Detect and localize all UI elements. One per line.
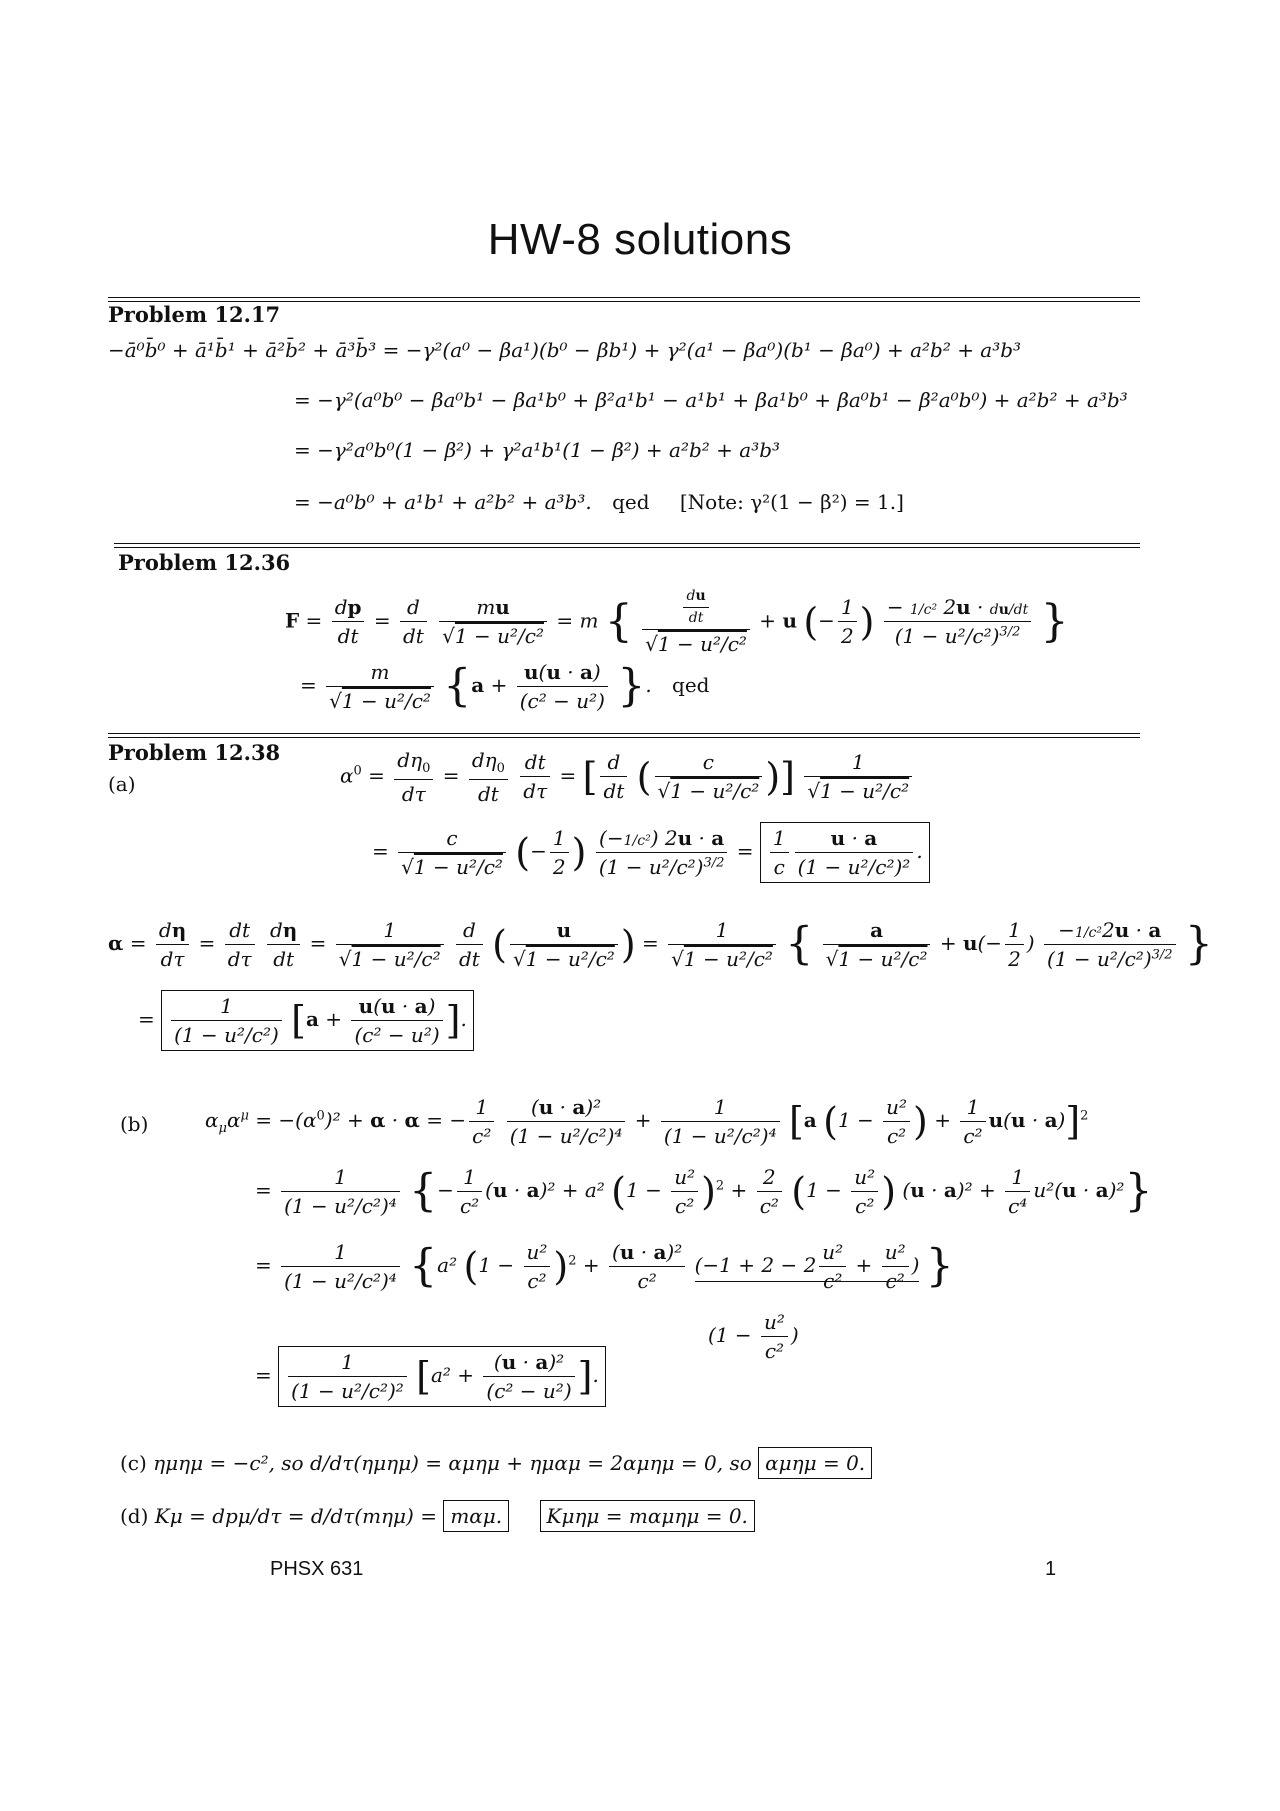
equation-b-line1: $\alpha_\mu\alpha^\mu = -(\alpha^0)^2 + \alpha \cdot \alpha$ = − $\frac{1}{\text{c²}}$ $\frac{\text{(u · a)²}}{\text{(1 − u²/c²)⁴}}$ + $\frac{1}{\text{(1 − u²/c²)⁴}}$ [a (1 − $\frac{\text{u²}}{\text{c²}}$ ) + $\frac{1}{\text{c²}}$ u(u · a)]$^2$ [205,1095,1089,1148]
part-c-text: ημημ = −c², so d/dτ(ημημ) = αμημ + ημαμ = 2αμημ = 0, so [153,1451,752,1475]
part-label-b: (b) [120,1112,149,1136]
boxed-result-d1: mαμ. [443,1500,509,1532]
equation-b-line4: = $\frac{1}{\text{(1 − u²/c²)²}}$ [a² + $\frac{\text{(u · a)²}}{\text{(c² − u²)}}$ ]. [255,1346,606,1407]
problem-heading-12-36: Problem 12.36 [118,550,291,575]
boxed-result-alpha0: $\frac{1}{c}$ $\frac{u \cdot a}{\text{(1 − u²/c²)²}}$ . [760,822,930,883]
section-rule [108,733,1140,738]
equation-12-17-line4-text: = −a⁰b⁰ + a¹b¹ + a²b² + a³b³. [294,490,592,514]
part-label-d: (d) [120,1504,149,1528]
part-label-c: (c) [120,1451,147,1475]
equation-12-36-line1: F = $\frac{dp}{dt}$ = $\frac{d}{dt}$ $\frac{mu}{\text{√1 − u²/c²}}$ = m { $\frac{\frac{du}{dt}}{\text{√1 − u²/c²}}$ + u (− $\frac{1}{2}$ ) $\frac{\text{− 1/c² 2u · du/dt}}{(1 - u^2/c^2)^{3/2}}$ } [285,588,1069,656]
equation-12-36-line2: = $\frac{m}{\text{√1 − u²/c²}}$ {a + $\frac{u(u \cdot a)}{\text{(c² − u²)}}$ }. qed [300,660,710,713]
boxed-result-b: $\frac{1}{\text{(1 − u²/c²)²}}$ [a² + $\frac{\text{(u · a)²}}{\text{(c² − u²)}}$ ]. [278,1346,606,1407]
equation-alpha-line1: α = $\frac{d\eta}{d\tau}$ = $\frac{dt}{d\tau}$ $\frac{d\eta}{dt}$ = $\frac{1}{\text{√1 − u²/c²}}$ $\frac{d}{dt}$ ( $\frac{u}{\text{√1 − u²/c²}}$ ) = $\frac{1}{\text{√1 − u²/c²}}$ { $\frac{a}{\text{√1 − u²/c²}}$ + u(− $\frac{1}{2}$ ) $\frac{\text{−1/c²2u · a}}{(1 - u^2/c^2)^{3/2}}$ } [108,918,1213,971]
equation-c [120,1447,872,1479]
footer-page-number: 1 [1045,1558,1057,1580]
equation-12-17-line3: = −γ²a⁰b⁰(1 − β²) + γ²a¹b¹(1 − β²) + a²b² + a³b³ [294,438,781,462]
equation-alpha-line2: = $\frac{1}{\text{(1 − u²/c²)}}$ [a + $\frac{u(u \cdot a)}{\text{(c² − u²)}}$ ]. [138,990,474,1051]
footer-course: PHSX 631 [270,1558,364,1580]
equation-alpha0-line1: $\alpha^0$ = $\frac{d\eta_0}{d\tau}$ = $\frac{d\eta_0}{dt}$ $\frac{dt}{d\tau}$ = [ $\frac{d}{dt}$ ( $\frac{c}{\text{√1 − u²/c²}}$ )] $\frac{1}{\text{√1 − u²/c²}}$ [340,748,915,806]
equation-12-17-line2: = −γ²(a⁰b⁰ − βa⁰b¹ − βa¹b⁰ + β²a¹b¹ − a¹b¹ + βa¹b⁰ + βa⁰b¹ − β²a⁰b⁰) + a²b² + a³b³ [294,388,1128,412]
boxed-result-c: αμημ = 0. [758,1447,872,1479]
problem-heading-12-38: Problem 12.38 [108,740,281,765]
equation-alpha0-line2: = $\frac{c}{\text{√1 − u²/c²}}$ (− $\frac{1}{2}$ ) $\frac{\text{(−1/c²) 2u · a}}{(1 - u^2/c^2)^{3/2}}$ = $\frac{1}{c}$ $\frac{u \cdot a}{\text{(1 − u²/c²)²}}$ . [372,822,930,883]
problem-heading-12-17: Problem 12.17 [108,302,281,327]
qed-mark: qed [612,490,650,514]
page-title: HW-8 solutions [487,215,793,264]
section-rule [114,543,1140,548]
part-label-a: (a) [108,772,136,796]
equation-12-17-line4 [294,490,904,514]
boxed-result-d2: Kμημ = mαμημ = 0. [540,1500,755,1532]
qed-mark: qed [672,673,710,697]
equation-b-line2: = $\frac{1}{\text{(1 − u²/c²)⁴}}$ {− $\frac{1}{\text{c²}}$ (u · a)² + a² (1 − $\frac{\text{u²}}{\text{c²}}$ )$^2$ + $\frac{2}{\text{c²}}$ (1 − $\frac{\text{u²}}{\text{c²}}$ ) (u · a)² + $\frac{1}{\text{c⁴}}$ u²(u · a)²} [255,1165,1153,1218]
note-text: [Note: γ²(1 − β²) = 1.] [679,490,904,514]
equation-b-line3: = $\frac{1}{\text{(1 − u²/c²)⁴}}$ {a² (1 − $\frac{\text{u²}}{\text{c²}}$ )$^2$ + $\frac{\text{(u · a)²}}{\text{c²}}$ (−1 + 2 − 2 $\frac{\text{u²}}{\text{c²}}$ + $\frac{\text{u²}}{\text{c²}}$ ) } [255,1240,954,1293]
equation-d [120,1500,755,1532]
underbrace-label: (1 − $\frac{\text{u²}}{\text{c²}}$ ) [708,1310,799,1363]
equation-12-17-line1: −ā⁰b̄⁰ + ā¹b̄¹ + ā²b̄² + ā³b̄³ = −γ²(a⁰ − βa¹)(b⁰ − βb¹) + γ²(a¹ − βa⁰)(b¹ − βa⁰) + a²b² + a³b³ [108,338,1022,362]
part-d-text: Kμ = dpμ/dτ = d/dτ(mημ) = [154,1504,437,1528]
boxed-result-alpha: $\frac{1}{\text{(1 − u²/c²)}}$ [a + $\frac{u(u \cdot a)}{\text{(c² − u²)}}$ ]. [161,990,474,1051]
